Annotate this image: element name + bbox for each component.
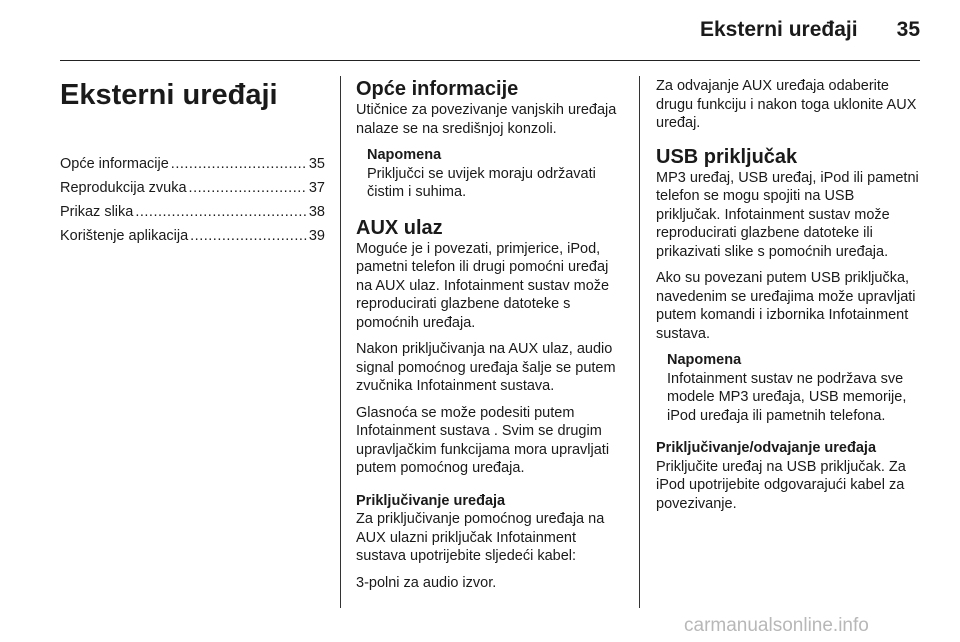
toc-entry[interactable] bbox=[60, 178, 325, 198]
note-title: Napomena bbox=[367, 147, 442, 163]
column-divider-1 bbox=[340, 76, 341, 608]
usb-connect-heading: Priključivanje/odvajanje uređaja bbox=[656, 440, 877, 456]
toc-entry-label: Opće informacije bbox=[60, 156, 169, 172]
toc-leader-dots bbox=[190, 226, 307, 246]
toc-leader-dots bbox=[171, 154, 307, 174]
note-box bbox=[367, 146, 624, 202]
toc-entry[interactable] bbox=[60, 202, 325, 222]
watermark: carmanualsonline.info bbox=[684, 615, 869, 636]
chapter-title: Eksterni uređaji bbox=[60, 79, 278, 111]
toc-entry-label: Prikaz slika bbox=[60, 204, 134, 220]
page-number: 35 bbox=[896, 18, 920, 41]
column-divider-2 bbox=[639, 76, 640, 608]
aux-connect-text: Za priključivanje pomoćnog uređaja na AUX ulazni priključak Infotainment sustava upotrijebite sljedeći kabel: bbox=[356, 511, 605, 564]
section-heading-general: Opće informacije bbox=[356, 78, 519, 100]
toc-entry[interactable] bbox=[60, 226, 325, 246]
toc-entry-label: Korištenje aplikacija bbox=[60, 228, 189, 244]
note-box bbox=[667, 351, 920, 425]
section-heading-aux: AUX ulaz bbox=[356, 216, 443, 239]
toc-entry-page: 37 bbox=[308, 180, 325, 196]
general-intro: Utičnice za povezivanje vanjskih uređaja nalaze se na središnjoj konzoli. bbox=[356, 102, 617, 137]
toc-entry-page: 38 bbox=[308, 204, 325, 220]
aux-paragraph-1: Moguće je i povezati, primjerice, iPod, pametni telefon ili drugi pomoćni uređaj na AUX ulaz. Infotainment sustav može reproducirati glazbene datoteke s pomoćnih uređaja. bbox=[356, 240, 610, 331]
usb-paragraph-1: MP3 uređaj, USB uređaj, iPod ili pametni telefon se mogu spojiti na USB priključak. Infotainment sustav može reproducirati glazbene datoteke ili prikazivati slike s pomoćnih uređaja. bbox=[656, 169, 919, 260]
note-title: Napomena bbox=[667, 352, 742, 368]
note-text: Priključci se uvijek moraju održavati čistim i suhima. bbox=[367, 165, 596, 200]
aux-paragraph-3: Glasnoća se može podesiti putem Infotainment sustava . Svim se drugim upravljačkim funkcijama mora upravljati putem pomoćnog uređaja. bbox=[356, 404, 610, 476]
toc-entry-page: 35 bbox=[308, 156, 325, 172]
usb-connect-text: Priključite uređaj na USB priključak. Za iPod upotrijebite odgovarajući kabel za povezivanje. bbox=[656, 458, 906, 512]
toc-entry-label: Reprodukcija zvuka bbox=[60, 180, 187, 196]
toc-leader-dots bbox=[135, 202, 307, 222]
column-toc bbox=[60, 77, 325, 250]
note-text: Infotainment sustav ne podržava sve modele MP3 uređaja, USB memorije, iPod uređaja ili pametnih telefona. bbox=[667, 370, 907, 424]
toc-leader-dots bbox=[189, 178, 307, 198]
header-rule bbox=[60, 60, 920, 61]
toc-entry[interactable] bbox=[60, 154, 325, 174]
section-heading-usb: USB priključak bbox=[656, 145, 798, 168]
running-header-title: Eksterni uređaji bbox=[700, 18, 858, 41]
usb-paragraph-2: Ako su povezani putem USB priključka, navedenim se uređajima može upravljati putem komandi i izbornika Infotainment sustava. bbox=[656, 270, 916, 342]
aux-paragraph-2: Nakon priključivanja na AUX ulaz, audio signal pomoćnog uređaja šalje se putem zvučnika Infotainment sustava. bbox=[356, 341, 616, 394]
aux-cable-text: 3-polni za audio izvor. bbox=[356, 574, 497, 591]
table-of-contents bbox=[60, 154, 325, 246]
aux-disconnect-text: Za odvajanje AUX uređaja odaberite drugu funkciju i nakon toga uklonite AUX uređaj. bbox=[656, 78, 917, 131]
toc-entry-page: 39 bbox=[308, 228, 325, 244]
column-usb bbox=[656, 77, 920, 521]
column-general-aux bbox=[356, 77, 624, 600]
aux-connect-heading: Priključivanje uređaja bbox=[356, 492, 506, 509]
